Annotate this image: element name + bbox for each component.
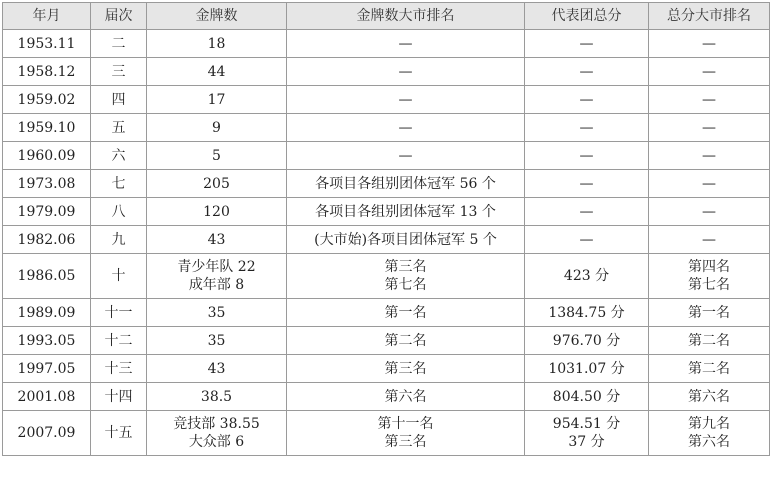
table-header-row (3, 3, 770, 30)
table-row (3, 198, 770, 226)
cell-gold-rank-line: 各项目各组别团体冠军 56 个 (315, 175, 496, 192)
cell-session: 十一 (91, 299, 147, 327)
cell-gold-count (147, 114, 287, 142)
cell-gold-count (147, 30, 287, 58)
cell-score-rank-line: 第二名 (688, 360, 730, 377)
cell-score-rank-line: 第六名 (688, 434, 730, 450)
cell-team-score (525, 170, 649, 198)
cell-gold-rank (287, 86, 525, 114)
cell-gold-count (147, 142, 287, 170)
cell-score-rank-line: 第四名 (688, 259, 730, 275)
cell-team-score (525, 114, 649, 142)
cell-score-rank (649, 383, 770, 411)
table-row (3, 226, 770, 254)
table-row (3, 254, 770, 299)
cell-gold-rank-line: 第一名 (384, 304, 427, 321)
cell-gold-count-line: 35 (207, 304, 226, 321)
cell-team-score (525, 58, 649, 86)
cell-score-rank-line: — (702, 119, 716, 136)
cell-gold-rank (287, 198, 525, 226)
cell-gold-rank (287, 226, 525, 254)
cell-gold-rank (287, 411, 525, 456)
cell-team-score-line: 1384.75 分 (548, 304, 625, 321)
cell-session: 六 (91, 142, 147, 170)
table-row (3, 383, 770, 411)
cell-date: 1953.11 (3, 30, 91, 58)
cell-gold-rank-line: (大市始)各项目团体冠军 5 个 (314, 231, 497, 248)
cell-gold-rank (287, 114, 525, 142)
cell-score-rank-line: — (702, 231, 716, 248)
cell-gold-rank (287, 383, 525, 411)
cell-team-score-line: 37 分 (568, 434, 605, 450)
cell-team-score-line: — (579, 63, 594, 80)
cell-team-score-line: 976.70 分 (552, 332, 621, 349)
cell-team-score (525, 327, 649, 355)
cell-score-rank-line: 第一名 (688, 304, 730, 321)
cell-gold-rank-line: 第七名 (384, 277, 427, 293)
cell-gold-count (147, 411, 287, 456)
cell-gold-count-line: 5 (212, 147, 221, 164)
cell-score-rank (649, 411, 770, 456)
table-row (3, 411, 770, 456)
cell-gold-count (147, 383, 287, 411)
cell-gold-count (147, 327, 287, 355)
cell-score-rank (649, 142, 770, 170)
cell-date: 1982.06 (3, 226, 91, 254)
cell-date: 1960.09 (3, 142, 91, 170)
cell-team-score-line: — (579, 147, 594, 164)
cell-date: 1973.08 (3, 170, 91, 198)
cell-gold-count (147, 299, 287, 327)
cell-score-rank-line: — (702, 203, 716, 220)
cell-score-rank (649, 198, 770, 226)
cell-date: 1986.05 (3, 254, 91, 299)
cell-team-score (525, 355, 649, 383)
cell-score-rank (649, 327, 770, 355)
medal-table (2, 2, 770, 456)
cell-score-rank (649, 355, 770, 383)
cell-gold-rank-line: 第十一名 (377, 416, 434, 432)
cell-date: 1989.09 (3, 299, 91, 327)
header-session: 届次 (91, 3, 147, 30)
cell-team-score-line: 1031.07 分 (548, 360, 625, 377)
cell-score-rank (649, 170, 770, 198)
table-row (3, 170, 770, 198)
cell-gold-rank (287, 299, 525, 327)
cell-gold-count-line: 17 (207, 91, 226, 108)
cell-score-rank-line: 第二名 (688, 332, 730, 349)
cell-gold-count-line: 43 (207, 360, 226, 377)
cell-gold-count-line: 38.5 (200, 388, 233, 405)
cell-session: 十五 (91, 411, 147, 456)
cell-session: 三 (91, 58, 147, 86)
cell-team-score (525, 198, 649, 226)
table-row (3, 355, 770, 383)
cell-score-rank (649, 254, 770, 299)
table-row (3, 114, 770, 142)
table-body (3, 30, 770, 456)
cell-team-score-line: 954.51 分 (552, 416, 621, 432)
cell-score-rank-line: — (702, 175, 716, 192)
cell-team-score-line: — (579, 91, 594, 108)
cell-gold-rank-line: 各项目各组别团体冠军 13 个 (315, 203, 496, 220)
cell-score-rank (649, 86, 770, 114)
cell-gold-rank-line: 第三名 (384, 434, 427, 450)
cell-gold-rank (287, 355, 525, 383)
cell-team-score (525, 226, 649, 254)
cell-gold-count-line: 竞技部 38.55 (173, 416, 260, 432)
cell-date: 1959.02 (3, 86, 91, 114)
cell-team-score-line: — (579, 175, 594, 192)
cell-gold-count-line: 青少年队 22 (177, 259, 256, 275)
table-row (3, 86, 770, 114)
cell-team-score-line: 804.50 分 (552, 388, 621, 405)
cell-gold-rank-line: — (398, 63, 413, 80)
cell-gold-rank (287, 30, 525, 58)
cell-gold-rank (287, 327, 525, 355)
cell-score-rank (649, 58, 770, 86)
cell-gold-rank-line: — (398, 119, 413, 136)
cell-score-rank (649, 226, 770, 254)
cell-session: 十二 (91, 327, 147, 355)
cell-team-score-line: 423 分 (563, 268, 610, 284)
cell-gold-count-line: 大众部 6 (188, 434, 245, 450)
cell-score-rank-line: 第七名 (688, 277, 730, 293)
cell-gold-count-line: 205 (203, 175, 230, 192)
cell-score-rank-line: — (702, 147, 716, 164)
cell-session: 十四 (91, 383, 147, 411)
cell-gold-rank (287, 170, 525, 198)
table-row (3, 327, 770, 355)
cell-score-rank-line: — (702, 63, 716, 80)
cell-team-score (525, 254, 649, 299)
cell-team-score (525, 86, 649, 114)
cell-gold-count (147, 58, 287, 86)
cell-date: 1958.12 (3, 58, 91, 86)
header-score-rank: 总分大市排名 (649, 3, 770, 30)
cell-gold-rank-line: — (398, 35, 413, 52)
cell-team-score (525, 383, 649, 411)
cell-gold-count-line: 18 (207, 35, 226, 52)
cell-score-rank-line: — (702, 35, 716, 52)
cell-gold-rank-line: 第六名 (384, 388, 427, 405)
cell-session: 五 (91, 114, 147, 142)
cell-team-score (525, 30, 649, 58)
cell-gold-count-line: 成年部 8 (188, 277, 245, 293)
cell-score-rank-line: — (702, 91, 716, 108)
cell-gold-count-line: 35 (207, 332, 226, 349)
cell-gold-count-line: 9 (212, 119, 221, 136)
cell-score-rank (649, 114, 770, 142)
cell-team-score-line: — (579, 203, 594, 220)
cell-session: 十 (91, 254, 147, 299)
cell-team-score-line: — (579, 35, 594, 52)
cell-team-score (525, 142, 649, 170)
cell-gold-rank-line: 第二名 (384, 332, 427, 349)
cell-team-score (525, 411, 649, 456)
cell-session: 四 (91, 86, 147, 114)
cell-gold-rank-line: 第三名 (384, 360, 427, 377)
cell-session: 七 (91, 170, 147, 198)
cell-gold-count (147, 170, 287, 198)
cell-gold-rank (287, 254, 525, 299)
cell-score-rank-line: 第六名 (688, 388, 730, 405)
cell-team-score-line: — (579, 119, 594, 136)
cell-date: 2001.08 (3, 383, 91, 411)
header-gold-rank: 金牌数大市排名 (287, 3, 525, 30)
header-date: 年月 (3, 3, 91, 30)
cell-gold-count (147, 355, 287, 383)
cell-date: 1997.05 (3, 355, 91, 383)
cell-gold-rank (287, 142, 525, 170)
cell-gold-count-line: 44 (207, 63, 226, 80)
cell-session: 二 (91, 30, 147, 58)
cell-gold-rank-line: — (398, 147, 413, 164)
cell-score-rank-line: 第九名 (688, 416, 730, 432)
cell-score-rank (649, 30, 770, 58)
header-team-score: 代表团总分 (525, 3, 649, 30)
cell-gold-rank (287, 58, 525, 86)
cell-gold-count-line: 120 (203, 203, 230, 220)
cell-gold-rank-line: 第三名 (384, 259, 427, 275)
cell-gold-count (147, 254, 287, 299)
cell-date: 1993.05 (3, 327, 91, 355)
cell-team-score (525, 299, 649, 327)
cell-session: 十三 (91, 355, 147, 383)
table-row (3, 58, 770, 86)
cell-date: 1979.09 (3, 198, 91, 226)
cell-date: 1959.10 (3, 114, 91, 142)
cell-team-score-line: — (579, 231, 594, 248)
cell-gold-count (147, 226, 287, 254)
cell-gold-count-line: 43 (207, 231, 226, 248)
cell-session: 九 (91, 226, 147, 254)
cell-date: 2007.09 (3, 411, 91, 456)
cell-score-rank (649, 299, 770, 327)
table-row (3, 299, 770, 327)
cell-gold-count (147, 86, 287, 114)
table-row (3, 30, 770, 58)
cell-session: 八 (91, 198, 147, 226)
table-row (3, 142, 770, 170)
cell-gold-rank-line: — (398, 91, 413, 108)
header-gold-count: 金牌数 (147, 3, 287, 30)
cell-gold-count (147, 198, 287, 226)
